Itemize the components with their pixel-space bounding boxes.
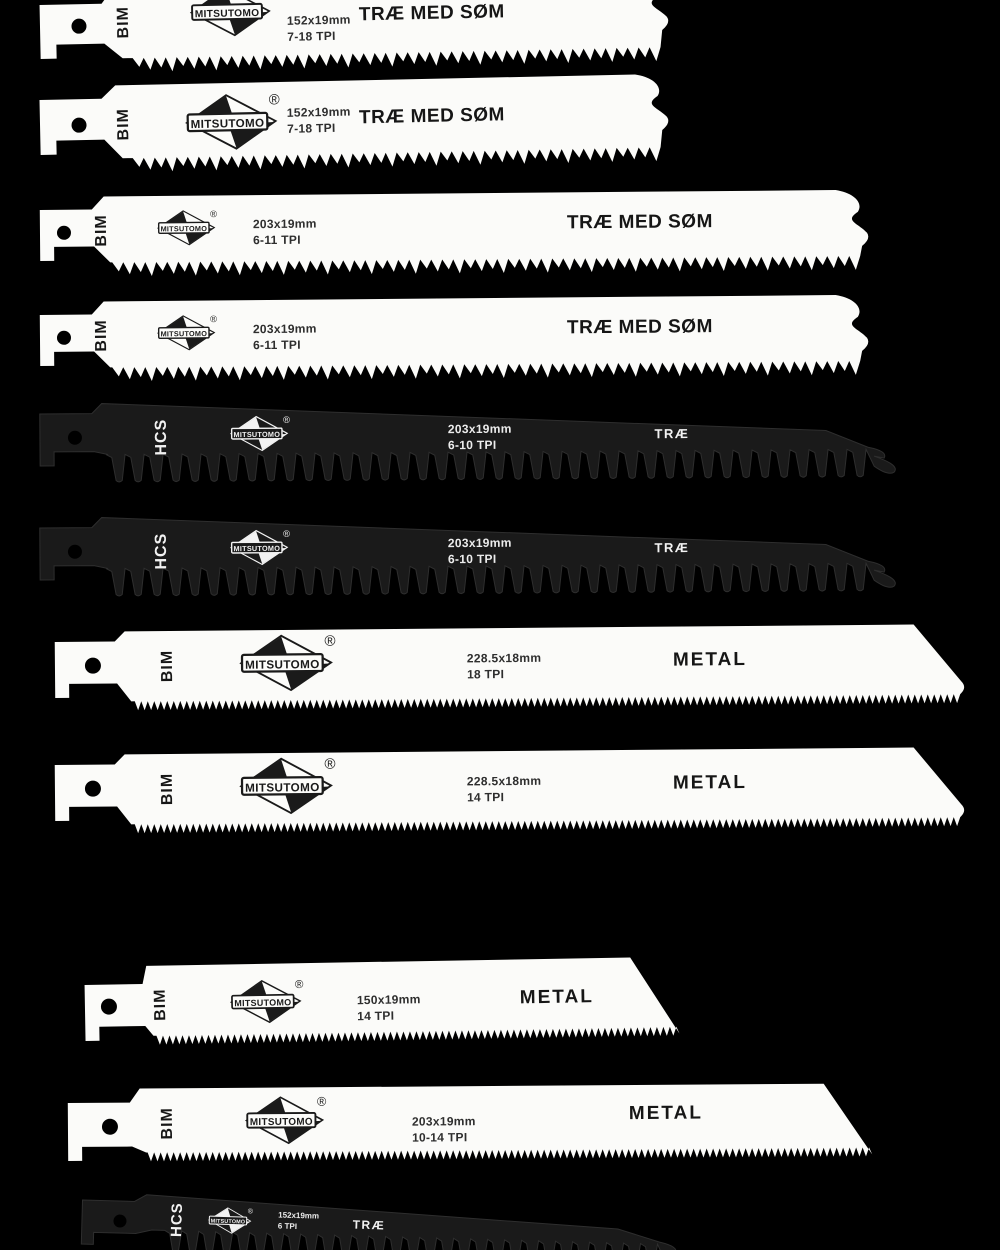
- material-label: BIM: [151, 988, 170, 1021]
- brand-name: MITSUTOMO: [233, 429, 281, 440]
- size-label: 150x19mm: [356, 992, 421, 1008]
- tang-hole: [85, 658, 101, 674]
- application-label: METAL: [672, 648, 748, 671]
- spec-block: [448, 535, 512, 567]
- brand-name: MITSUTOMO: [244, 658, 320, 672]
- spec-block: [448, 421, 512, 453]
- mitsutomo-logo: [189, 0, 276, 39]
- material-label: BIM: [114, 107, 133, 141]
- registered-mark: ®: [324, 755, 336, 773]
- saw-blade: [40, 283, 871, 390]
- spec-block: [357, 991, 421, 1024]
- material-label: HCS: [168, 1202, 186, 1238]
- material-label: BIM: [158, 649, 177, 683]
- mitsutomo-logo-graphic: [230, 404, 292, 461]
- size-label: 203x19mm: [411, 1114, 476, 1129]
- size-label: 203x19mm: [252, 216, 317, 232]
- size-label: 152x19mm: [286, 104, 351, 120]
- tpi-label: 7-18 TPI: [287, 120, 336, 136]
- mitsutomo-logo: [207, 1198, 254, 1243]
- saw-blade: [40, 390, 903, 496]
- brand-name: MITSUTOMO: [210, 1218, 246, 1226]
- saw-blade: [39, 55, 671, 180]
- mitsutomo-logo-graphic: [245, 1091, 329, 1148]
- tpi-label: 6-10 TPI: [447, 551, 497, 567]
- tang-hole: [57, 226, 71, 240]
- tang-hole: [85, 781, 101, 797]
- mitsutomo-logo-graphic: [230, 518, 292, 575]
- brand-name: MITSUTOMO: [194, 7, 260, 21]
- application-label: TRÆ: [352, 1217, 386, 1233]
- registered-mark: ®: [294, 978, 304, 992]
- application-label: TRÆ MED SØM: [358, 104, 506, 129]
- registered-mark: ®: [283, 528, 291, 539]
- size-label: 228.5x18mm: [466, 650, 542, 666]
- tpi-label: 6-11 TPI: [252, 232, 301, 248]
- application-label: TRÆ: [654, 539, 690, 556]
- brand-name: MITSUTOMO: [160, 224, 208, 234]
- spec-block: [412, 1113, 476, 1145]
- brand-name: MITSUTOMO: [234, 997, 292, 1009]
- size-label: 203x19mm: [447, 421, 512, 437]
- tang-hole: [57, 331, 71, 345]
- mitsutomo-logo-graphic: [235, 754, 344, 815]
- spec-block: [287, 103, 351, 136]
- registered-mark: ®: [268, 92, 280, 109]
- application-label: METAL: [628, 1102, 703, 1125]
- tpi-label: 7-18 TPI: [287, 28, 336, 44]
- mitsutomo-logo-graphic: [157, 199, 219, 255]
- mitsutomo-logo: [235, 631, 344, 692]
- mitsutomo-logo: [184, 90, 283, 152]
- tpi-label: 14 TPI: [357, 1008, 395, 1024]
- material-label: HCS: [152, 418, 171, 456]
- material-label: BIM: [92, 214, 111, 247]
- material-label: HCS: [152, 532, 171, 570]
- registered-mark: ®: [210, 314, 218, 325]
- saw-blade: [40, 178, 871, 285]
- material-label: BIM: [114, 5, 133, 39]
- mitsutomo-logo: [235, 754, 344, 815]
- tpi-label: 10-14 TPI: [411, 1130, 468, 1145]
- mitsutomo-logo-graphic: [189, 0, 276, 39]
- registered-mark: ®: [324, 632, 336, 650]
- saw-blade: [81, 1188, 694, 1250]
- brand-name: MITSUTOMO: [233, 543, 281, 554]
- tang-hole: [102, 1119, 118, 1135]
- application-label: METAL: [519, 986, 595, 1009]
- mitsutomo-logo-graphic: [157, 304, 219, 360]
- mitsutomo-logo-graphic: [207, 1198, 254, 1243]
- saw-blade: [84, 950, 684, 1060]
- mitsutomo-logo: [229, 971, 306, 1030]
- saw-blade: [55, 737, 971, 845]
- tpi-label: 14 TPI: [466, 790, 505, 805]
- application-label: TRÆ: [654, 425, 690, 442]
- mitsutomo-logo-graphic: [229, 971, 306, 1030]
- brand-name: MITSUTOMO: [244, 781, 320, 795]
- tang-hole: [68, 545, 82, 559]
- spec-block: [253, 216, 317, 249]
- tpi-label: 6-10 TPI: [447, 437, 497, 453]
- brand-name: MITSUTOMO: [160, 329, 208, 339]
- mitsutomo-logo: [245, 1091, 329, 1148]
- size-label: 203x19mm: [252, 321, 317, 337]
- mitsutomo-logo: [157, 304, 219, 360]
- spec-block: [253, 321, 317, 354]
- mitsutomo-logo-graphic: [235, 631, 344, 692]
- saw-blade: [40, 504, 903, 610]
- material-label: BIM: [92, 319, 111, 352]
- registered-mark: ®: [316, 1094, 327, 1109]
- spec-block: [467, 773, 542, 806]
- material-label: BIM: [158, 772, 177, 806]
- material-label: BIM: [158, 1107, 177, 1140]
- spec-block: [287, 11, 351, 44]
- saw-blade: [68, 1077, 877, 1183]
- tpi-label: 18 TPI: [466, 667, 505, 682]
- application-label: TRÆ MED SØM: [566, 316, 713, 339]
- tang-hole: [68, 431, 82, 445]
- mitsutomo-logo: [230, 518, 292, 575]
- saw-blade: [55, 614, 971, 722]
- tpi-label: 6 TPI: [277, 1221, 298, 1232]
- mitsutomo-logo-graphic: [184, 90, 283, 152]
- size-label: 152x19mm: [278, 1210, 320, 1221]
- registered-mark: ®: [283, 414, 291, 425]
- brand-name: MITSUTOMO: [190, 117, 265, 132]
- size-label: 228.5x18mm: [466, 773, 542, 789]
- size-label: 203x19mm: [447, 535, 512, 551]
- spec-block: [467, 650, 542, 683]
- brand-name: MITSUTOMO: [249, 1116, 313, 1129]
- registered-mark: ®: [247, 1208, 254, 1216]
- mitsutomo-logo: [230, 404, 292, 461]
- application-label: TRÆ MED SØM: [358, 1, 505, 26]
- mitsutomo-logo: [157, 199, 219, 255]
- size-label: 152x19mm: [286, 12, 351, 28]
- application-label: METAL: [672, 771, 748, 794]
- blade-shape: [39, 55, 671, 180]
- application-label: TRÆ MED SØM: [566, 211, 713, 234]
- spec-block: [278, 1209, 320, 1232]
- tpi-label: 6-11 TPI: [252, 337, 301, 353]
- registered-mark: ®: [210, 209, 218, 220]
